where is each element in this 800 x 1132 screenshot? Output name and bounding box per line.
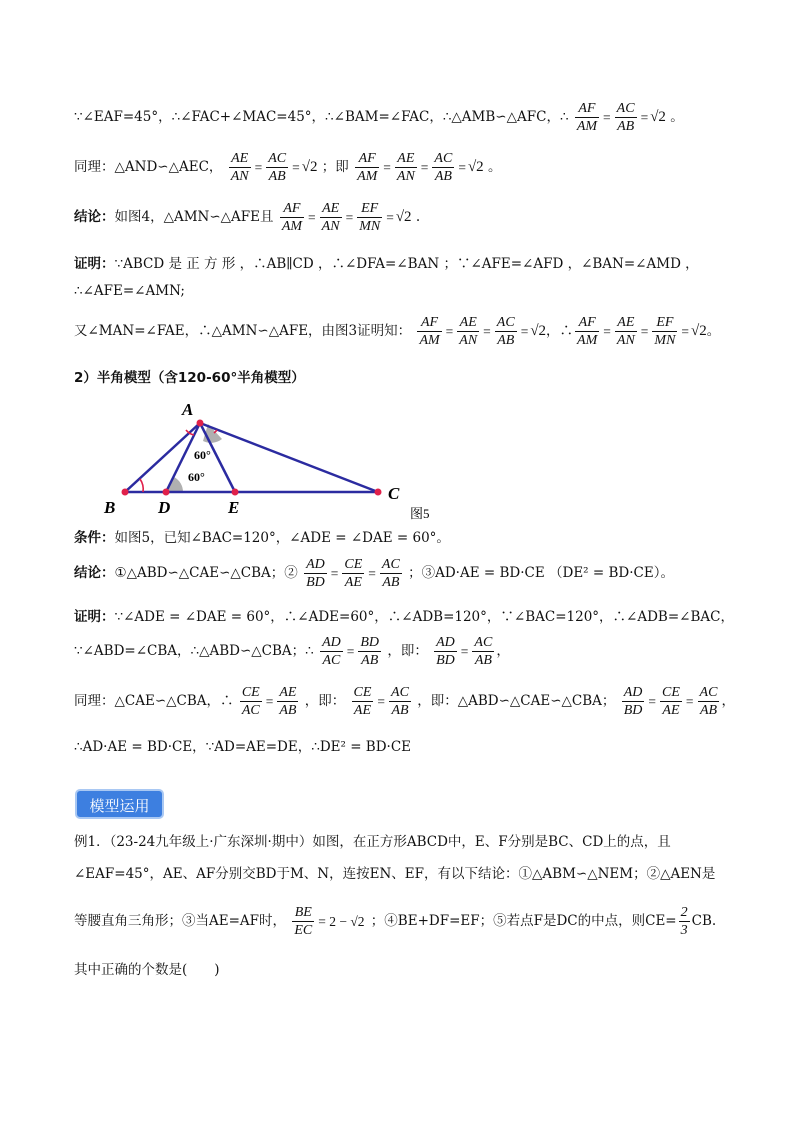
numerator: AF xyxy=(575,314,599,332)
sqrt-value: √2 xyxy=(691,323,707,339)
proof2-line-4 xyxy=(74,735,411,755)
numerator: CE xyxy=(241,685,260,700)
denominator: AE xyxy=(662,703,680,718)
denominator: EC xyxy=(294,923,313,938)
result-line xyxy=(74,556,674,591)
fraction xyxy=(495,314,517,349)
equals-sign: = xyxy=(346,643,355,659)
denominator: AM xyxy=(576,119,598,134)
numerator: EF xyxy=(357,200,382,218)
denominator: AB xyxy=(382,575,400,590)
equals-sign: = xyxy=(254,159,263,175)
fraction xyxy=(622,684,645,719)
equals-sign: = xyxy=(445,323,454,339)
fraction xyxy=(304,556,327,591)
equals-sign: = xyxy=(386,209,394,225)
denominator: AN xyxy=(459,333,478,348)
proof-line-1 xyxy=(74,252,699,272)
result-text-3: （DE² = BD·CE）。 xyxy=(549,565,674,581)
denominator: 3 xyxy=(680,923,688,938)
p2-end: ， xyxy=(496,643,510,659)
example-line-2 xyxy=(74,862,715,882)
fraction xyxy=(575,100,599,135)
example-line-4 xyxy=(74,958,220,978)
fraction xyxy=(352,684,374,719)
label-d: D xyxy=(158,498,171,517)
denominator: AN xyxy=(230,169,249,184)
fraction xyxy=(240,684,262,719)
proof2-line-1 xyxy=(74,605,734,625)
label-e: E xyxy=(228,498,240,517)
fraction xyxy=(292,904,314,939)
proof2-label: 证明： xyxy=(74,609,115,625)
condition-text: 如图5，已知∠BAC=120°，∠ADE = ∠DAE = 60°。 xyxy=(114,530,450,546)
p1-text: ∵∠ADE = ∠DAE = 60°，∴∠ADE=60°，∴∠ADB=120°，∵∠BAC=120°，∴∠ADB=∠BAC， xyxy=(114,609,734,625)
label-c: C xyxy=(388,484,400,503)
l3-text: 如图4，△AMN∽△AFE且 xyxy=(114,209,274,225)
p3-mid-1: ，即： xyxy=(304,693,346,709)
p3-text: 同理：△CAE∽△CBA，∴ xyxy=(74,693,234,709)
l6-end: 。 xyxy=(706,323,721,339)
fraction xyxy=(229,150,251,185)
denominator: AB xyxy=(268,169,286,184)
denominator: AN xyxy=(321,219,340,234)
sqrt-value: √2 xyxy=(530,323,547,339)
result-label: 结论： xyxy=(74,565,115,581)
numerator: CE xyxy=(344,557,363,572)
denominator: AM xyxy=(577,333,598,348)
fraction xyxy=(277,684,298,719)
numerator: AF xyxy=(417,314,441,332)
p4-text: ∴AD·AE = BD·CE，∵AD=AE=DE，∴DE² = BD·CE xyxy=(74,739,412,755)
numerator: AC xyxy=(391,685,409,700)
equals-sign: = xyxy=(520,323,529,339)
l5-text: ∴∠AFE=∠AMN; xyxy=(74,283,185,299)
l2-end: 。 xyxy=(487,159,502,175)
angle-b-arc xyxy=(140,479,143,492)
fraction xyxy=(342,556,364,591)
numerator: AC xyxy=(381,557,400,572)
fraction xyxy=(615,314,637,349)
point-a xyxy=(197,420,204,427)
sqrt-value: √2 xyxy=(395,209,412,225)
text-line-2 xyxy=(74,150,501,185)
proof2-line-2 xyxy=(74,634,510,669)
section-heading xyxy=(74,366,305,386)
denominator: BD xyxy=(623,703,643,718)
l6-text: 又∠MAN=∠FAE，∴△AMN∽△AFE，由图3证明知： xyxy=(74,323,412,339)
numerator: AC xyxy=(474,635,493,650)
fraction xyxy=(432,150,454,185)
denominator: MN xyxy=(359,219,381,234)
equals-sign: = xyxy=(292,159,300,175)
example-text-3: 等腰直角三角形；③当AE=AF时， xyxy=(74,913,287,929)
numerator: CE xyxy=(353,685,372,700)
fraction xyxy=(575,314,599,349)
numerator: CE xyxy=(662,685,680,700)
equals-sign: = xyxy=(603,323,611,339)
fraction xyxy=(280,200,304,235)
denominator: AB xyxy=(434,169,452,184)
fraction xyxy=(457,314,479,349)
fraction xyxy=(698,684,720,719)
denominator: AM xyxy=(419,333,440,348)
numerator: AC xyxy=(699,685,718,700)
equals-sign: = xyxy=(460,643,469,659)
denominator: AB xyxy=(474,653,492,668)
fraction xyxy=(357,200,382,235)
numerator: BD xyxy=(360,635,380,650)
fraction xyxy=(358,634,381,669)
numerator: AE xyxy=(457,314,479,332)
denominator: AE xyxy=(344,575,362,590)
result-text-1: ①△ABD∽△CAE∽△CBA；② xyxy=(114,565,298,581)
fraction xyxy=(417,314,441,349)
equals-sign: = xyxy=(648,693,657,709)
angle-label-2: 60° xyxy=(188,470,205,484)
text-line-1 xyxy=(74,100,684,135)
equals-sign: = xyxy=(383,159,391,175)
point-d xyxy=(163,489,170,496)
point-e xyxy=(232,489,239,496)
equals-sign: = xyxy=(640,109,649,125)
denominator: BD xyxy=(306,575,325,590)
fraction xyxy=(320,634,343,669)
numerator: EF xyxy=(652,314,677,332)
point-b xyxy=(122,489,129,496)
equals-sign: = xyxy=(458,159,466,175)
p3-mid-2: ，即：△ABD∽△CAE∽△CBA； xyxy=(417,693,616,709)
point-c xyxy=(375,489,382,496)
denominator: AB xyxy=(497,333,515,348)
equals-sign: = xyxy=(308,209,316,225)
equals-sign: = xyxy=(368,565,376,581)
fraction xyxy=(266,150,288,185)
denominator: BD xyxy=(436,653,455,668)
numerator: AF xyxy=(575,100,599,118)
numerator: AC xyxy=(434,151,453,166)
fraction xyxy=(320,200,342,235)
equals-sign: = xyxy=(345,209,354,225)
sqrt-value: √2 xyxy=(650,109,666,125)
example-line-1 xyxy=(74,830,671,850)
fraction xyxy=(380,556,402,591)
fraction xyxy=(434,634,457,669)
example-text-3-mid: ；④BE+DF=EF；⑤若点F是DC的中点，则CE= xyxy=(370,913,677,929)
numerator: AE xyxy=(615,314,637,332)
conclusion-line xyxy=(74,200,420,235)
example-text-1: 例1．（23-24九年级上·广东深圳·期中）如图，在正方形ABCD中，E、F分别是BC、CD上的点，且 xyxy=(74,834,671,850)
section-badge: 模型运用 xyxy=(75,789,164,819)
denominator: AB xyxy=(391,703,409,718)
triangle-figure xyxy=(90,395,450,520)
conclusion-label: 结论： xyxy=(74,209,115,225)
proof2-line-3 xyxy=(74,684,735,719)
denominator: AC xyxy=(241,703,260,718)
numerator: AE xyxy=(229,150,251,168)
numerator: AD xyxy=(306,557,325,572)
p2-text: ∵∠ABD=∠CBA，∴△ABD∽△CBA；∴ xyxy=(74,643,314,659)
numerator: 2 xyxy=(680,905,688,920)
fraction xyxy=(389,684,411,719)
numerator: BE xyxy=(292,904,314,922)
condition-label: 条件： xyxy=(74,530,115,546)
p3-end: ， xyxy=(721,693,735,709)
l6-mid: ，∴ xyxy=(546,323,574,339)
numerator: AE xyxy=(279,685,297,700)
denominator: AB xyxy=(361,653,379,668)
denominator: AB xyxy=(699,703,718,718)
l1-text: ∵∠EAF=45°，∴∠FAC+∠MAC=45°，∴∠BAM=∠FAC，∴△AMB∽△AFC，∴ xyxy=(74,109,569,125)
denominator: MN xyxy=(654,333,676,348)
denominator: AE xyxy=(353,703,372,718)
denominator: AB xyxy=(617,119,635,134)
example-line-3 xyxy=(74,904,716,939)
numerator: AE xyxy=(395,150,417,168)
fraction xyxy=(679,904,690,939)
example-text-3-end: CB. xyxy=(691,913,717,929)
proof-label: 证明： xyxy=(74,256,115,272)
fraction xyxy=(660,684,682,719)
numerator: AC xyxy=(616,101,635,116)
fraction xyxy=(395,150,417,185)
fraction xyxy=(652,314,677,349)
p2-mid: ，即： xyxy=(387,643,428,659)
equals-sign: = xyxy=(265,693,274,709)
numerator: AD xyxy=(623,685,643,700)
denominator: AN xyxy=(396,169,415,184)
denominator: AB xyxy=(279,703,297,718)
example-text-2: ∠EAF=45°，AE、AF分别交BD于M、N，连按EN、EF，有以下结论：①△ABM∽△NEM；②△AEN是 xyxy=(74,866,716,882)
figure-caption: 图5 xyxy=(410,506,430,520)
proof-line-3 xyxy=(74,314,720,349)
rhs-expression: = 2 − √2 xyxy=(318,913,365,929)
result-text-2: ；③AD·AE = BD·CE xyxy=(408,565,545,581)
denominator: AC xyxy=(322,653,341,668)
equals-sign: = xyxy=(640,323,649,339)
section-title: 2）半角模型（含120-60°半角模型） xyxy=(74,370,305,386)
numerator: AD xyxy=(436,635,455,650)
sqrt-value: √2 xyxy=(467,159,484,175)
denominator: AM xyxy=(357,169,378,184)
equals-sign: = xyxy=(685,693,694,709)
condition-line xyxy=(74,526,450,546)
angle-label-1: 60° xyxy=(194,448,211,462)
label-a: A xyxy=(182,400,194,419)
equals-sign: = xyxy=(377,693,386,709)
numerator: AE xyxy=(320,200,342,218)
label-b: B xyxy=(104,498,116,517)
equals-sign: = xyxy=(603,109,611,125)
numerator: AF xyxy=(355,150,379,168)
fraction xyxy=(472,634,494,669)
l2-text: 同理：△AND∽△AEC， xyxy=(74,159,223,175)
numerator: AF xyxy=(280,200,304,218)
l4-text: ∵ABCD 是 正 方 形 ，∴AB∥CD ，∴∠DFA=∠BAN ；∵∠AFE=∠AFD ，∠BAN=∠AMD ， xyxy=(114,256,699,272)
fraction xyxy=(355,150,379,185)
example-text-4: 其中正确的个数是( ) xyxy=(74,962,220,978)
proof-line-2 xyxy=(74,283,185,299)
denominator: AN xyxy=(616,333,635,348)
l2-mid: ；即 xyxy=(321,159,349,175)
fraction xyxy=(615,100,637,135)
segment-ac xyxy=(200,423,378,492)
equals-sign: = xyxy=(483,323,491,339)
equals-sign: = xyxy=(420,159,429,175)
equals-sign: = xyxy=(681,323,690,339)
equals-sign: = xyxy=(330,565,339,581)
numerator: AD xyxy=(322,635,341,650)
numerator: AC xyxy=(268,151,287,166)
sqrt-value: √2 xyxy=(301,159,318,175)
l1-end: 。 xyxy=(670,109,684,125)
numerator: AC xyxy=(496,315,515,330)
denominator: AM xyxy=(281,219,303,234)
l3-end: . xyxy=(415,209,421,225)
